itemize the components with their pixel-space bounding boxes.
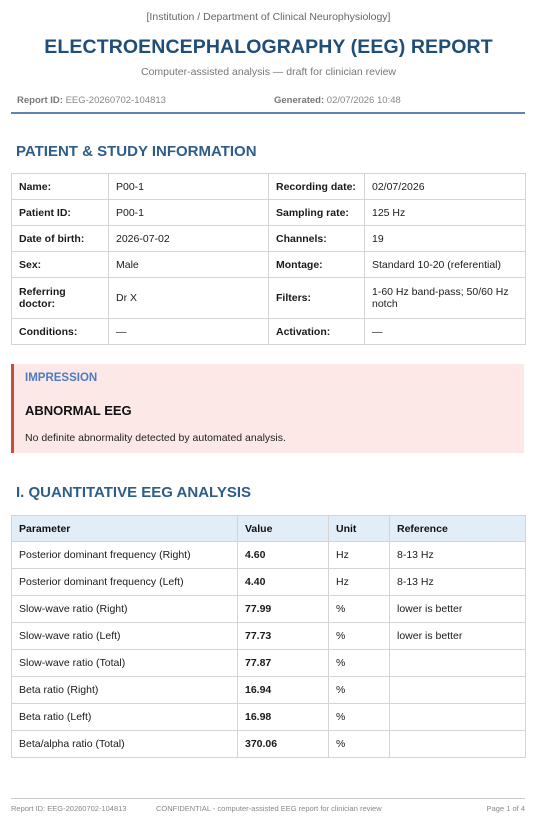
sex-label: Sex: — [12, 252, 109, 278]
column-header-unit: Unit — [329, 516, 390, 542]
patient-id-label: Patient ID: — [12, 200, 109, 226]
table-header-row — [12, 516, 526, 542]
parameter-cell: Beta ratio (Right) — [12, 677, 238, 704]
table-row — [12, 278, 526, 319]
unit-cell: Hz — [329, 542, 390, 569]
channels-label: Channels: — [269, 226, 365, 252]
referring-doctor-value: Dr X — [109, 278, 269, 319]
table-row — [12, 319, 526, 345]
unit-cell: % — [329, 704, 390, 731]
filters-label: Filters: — [269, 278, 365, 319]
institution-line: [Institution / Department of Clinical Neurophysiology] — [146, 11, 391, 23]
reference-cell: 8-13 Hz — [390, 569, 526, 596]
parameter-cell: Slow-wave ratio (Total) — [12, 650, 238, 677]
unit-cell: % — [329, 650, 390, 677]
table-row — [12, 226, 526, 252]
value-cell: 370.06 — [238, 731, 329, 758]
report-meta — [17, 95, 525, 106]
reference-cell — [390, 650, 526, 677]
report-subtitle: Computer-assisted analysis — draft for clinician review — [140, 66, 396, 78]
patient-info-table — [11, 173, 526, 345]
montage-label: Montage: — [269, 252, 365, 278]
impression-text: No definite abnormality detected by automated analysis. — [25, 432, 286, 444]
value-cell: 77.73 — [238, 623, 329, 650]
parameter-cell: Beta/alpha ratio (Total) — [12, 731, 238, 758]
unit-cell: % — [329, 731, 390, 758]
table-row — [12, 252, 526, 278]
reference-cell — [390, 677, 526, 704]
column-header-parameter: Parameter — [12, 516, 238, 542]
activation-value: — — [365, 319, 526, 345]
unit-cell: % — [329, 623, 390, 650]
filters-value: 1-60 Hz band-pass; 50/60 Hz notch — [365, 278, 526, 319]
table-row — [12, 174, 526, 200]
name-label: Name: — [12, 174, 109, 200]
report-title: ELECTROENCEPHALOGRAPHY (EEG) REPORT — [44, 36, 493, 58]
parameter-cell: Beta ratio (Left) — [12, 704, 238, 731]
table-row — [12, 704, 526, 731]
reference-cell: lower is better — [390, 596, 526, 623]
value-cell: 4.60 — [238, 542, 329, 569]
impression-box — [11, 364, 524, 453]
header-divider — [11, 112, 525, 114]
parameter-cell: Posterior dominant frequency (Left) — [12, 569, 238, 596]
value-cell: 77.87 — [238, 650, 329, 677]
patient-section-title: PATIENT & STUDY INFORMATION — [16, 143, 257, 160]
reference-cell: 8-13 Hz — [390, 542, 526, 569]
sampling-rate-label: Sampling rate: — [269, 200, 365, 226]
table-row — [12, 569, 526, 596]
parameter-cell: Slow-wave ratio (Left) — [12, 623, 238, 650]
name-value: P00-1 — [109, 174, 269, 200]
recording-date-value: 02/07/2026 — [365, 174, 526, 200]
reference-cell: lower is better — [390, 623, 526, 650]
reference-cell — [390, 731, 526, 758]
sampling-rate-value: 125 Hz — [365, 200, 526, 226]
footer-divider — [11, 798, 525, 799]
impression-title: ABNORMAL EEG — [25, 403, 132, 418]
footer-confidential: CONFIDENTIAL - computer-assisted EEG report for clinician review — [156, 804, 382, 813]
referring-doctor-label: Referring doctor: — [12, 278, 109, 319]
parameter-cell: Posterior dominant frequency (Right) — [12, 542, 238, 569]
unit-cell: % — [329, 677, 390, 704]
value-cell: 16.94 — [238, 677, 329, 704]
table-row — [12, 200, 526, 226]
footer-report-id: Report ID: EEG-20260702-104813 — [11, 804, 127, 813]
table-row — [12, 542, 526, 569]
reference-cell — [390, 704, 526, 731]
report-id-field: Report ID: EEG-20260702-104813 — [17, 95, 166, 106]
value-cell: 4.40 — [238, 569, 329, 596]
table-row — [12, 731, 526, 758]
table-row — [12, 677, 526, 704]
qeeg-table — [11, 515, 526, 758]
patient-id-value: P00-1 — [109, 200, 269, 226]
dob-label: Date of birth: — [12, 226, 109, 252]
channels-value: 19 — [365, 226, 526, 252]
activation-label: Activation: — [269, 319, 365, 345]
unit-cell: Hz — [329, 569, 390, 596]
conditions-label: Conditions: — [12, 319, 109, 345]
generated-field: Generated: 02/07/2026 10:48 — [274, 95, 401, 106]
parameter-cell: Slow-wave ratio (Right) — [12, 596, 238, 623]
conditions-value: — — [109, 319, 269, 345]
table-row — [12, 650, 526, 677]
table-row — [12, 596, 526, 623]
sex-value: Male — [109, 252, 269, 278]
column-header-value: Value — [238, 516, 329, 542]
column-header-reference: Reference — [390, 516, 526, 542]
footer-page-number: Page 1 of 4 — [486, 804, 525, 813]
unit-cell: % — [329, 596, 390, 623]
table-row — [12, 623, 526, 650]
montage-value: Standard 10-20 (referential) — [365, 252, 526, 278]
dob-value: 2026-07-02 — [109, 226, 269, 252]
impression-label: IMPRESSION — [25, 372, 98, 384]
qeeg-section-title: I. QUANTITATIVE EEG ANALYSIS — [16, 484, 252, 501]
recording-date-label: Recording date: — [269, 174, 365, 200]
value-cell: 77.99 — [238, 596, 329, 623]
value-cell: 16.98 — [238, 704, 329, 731]
